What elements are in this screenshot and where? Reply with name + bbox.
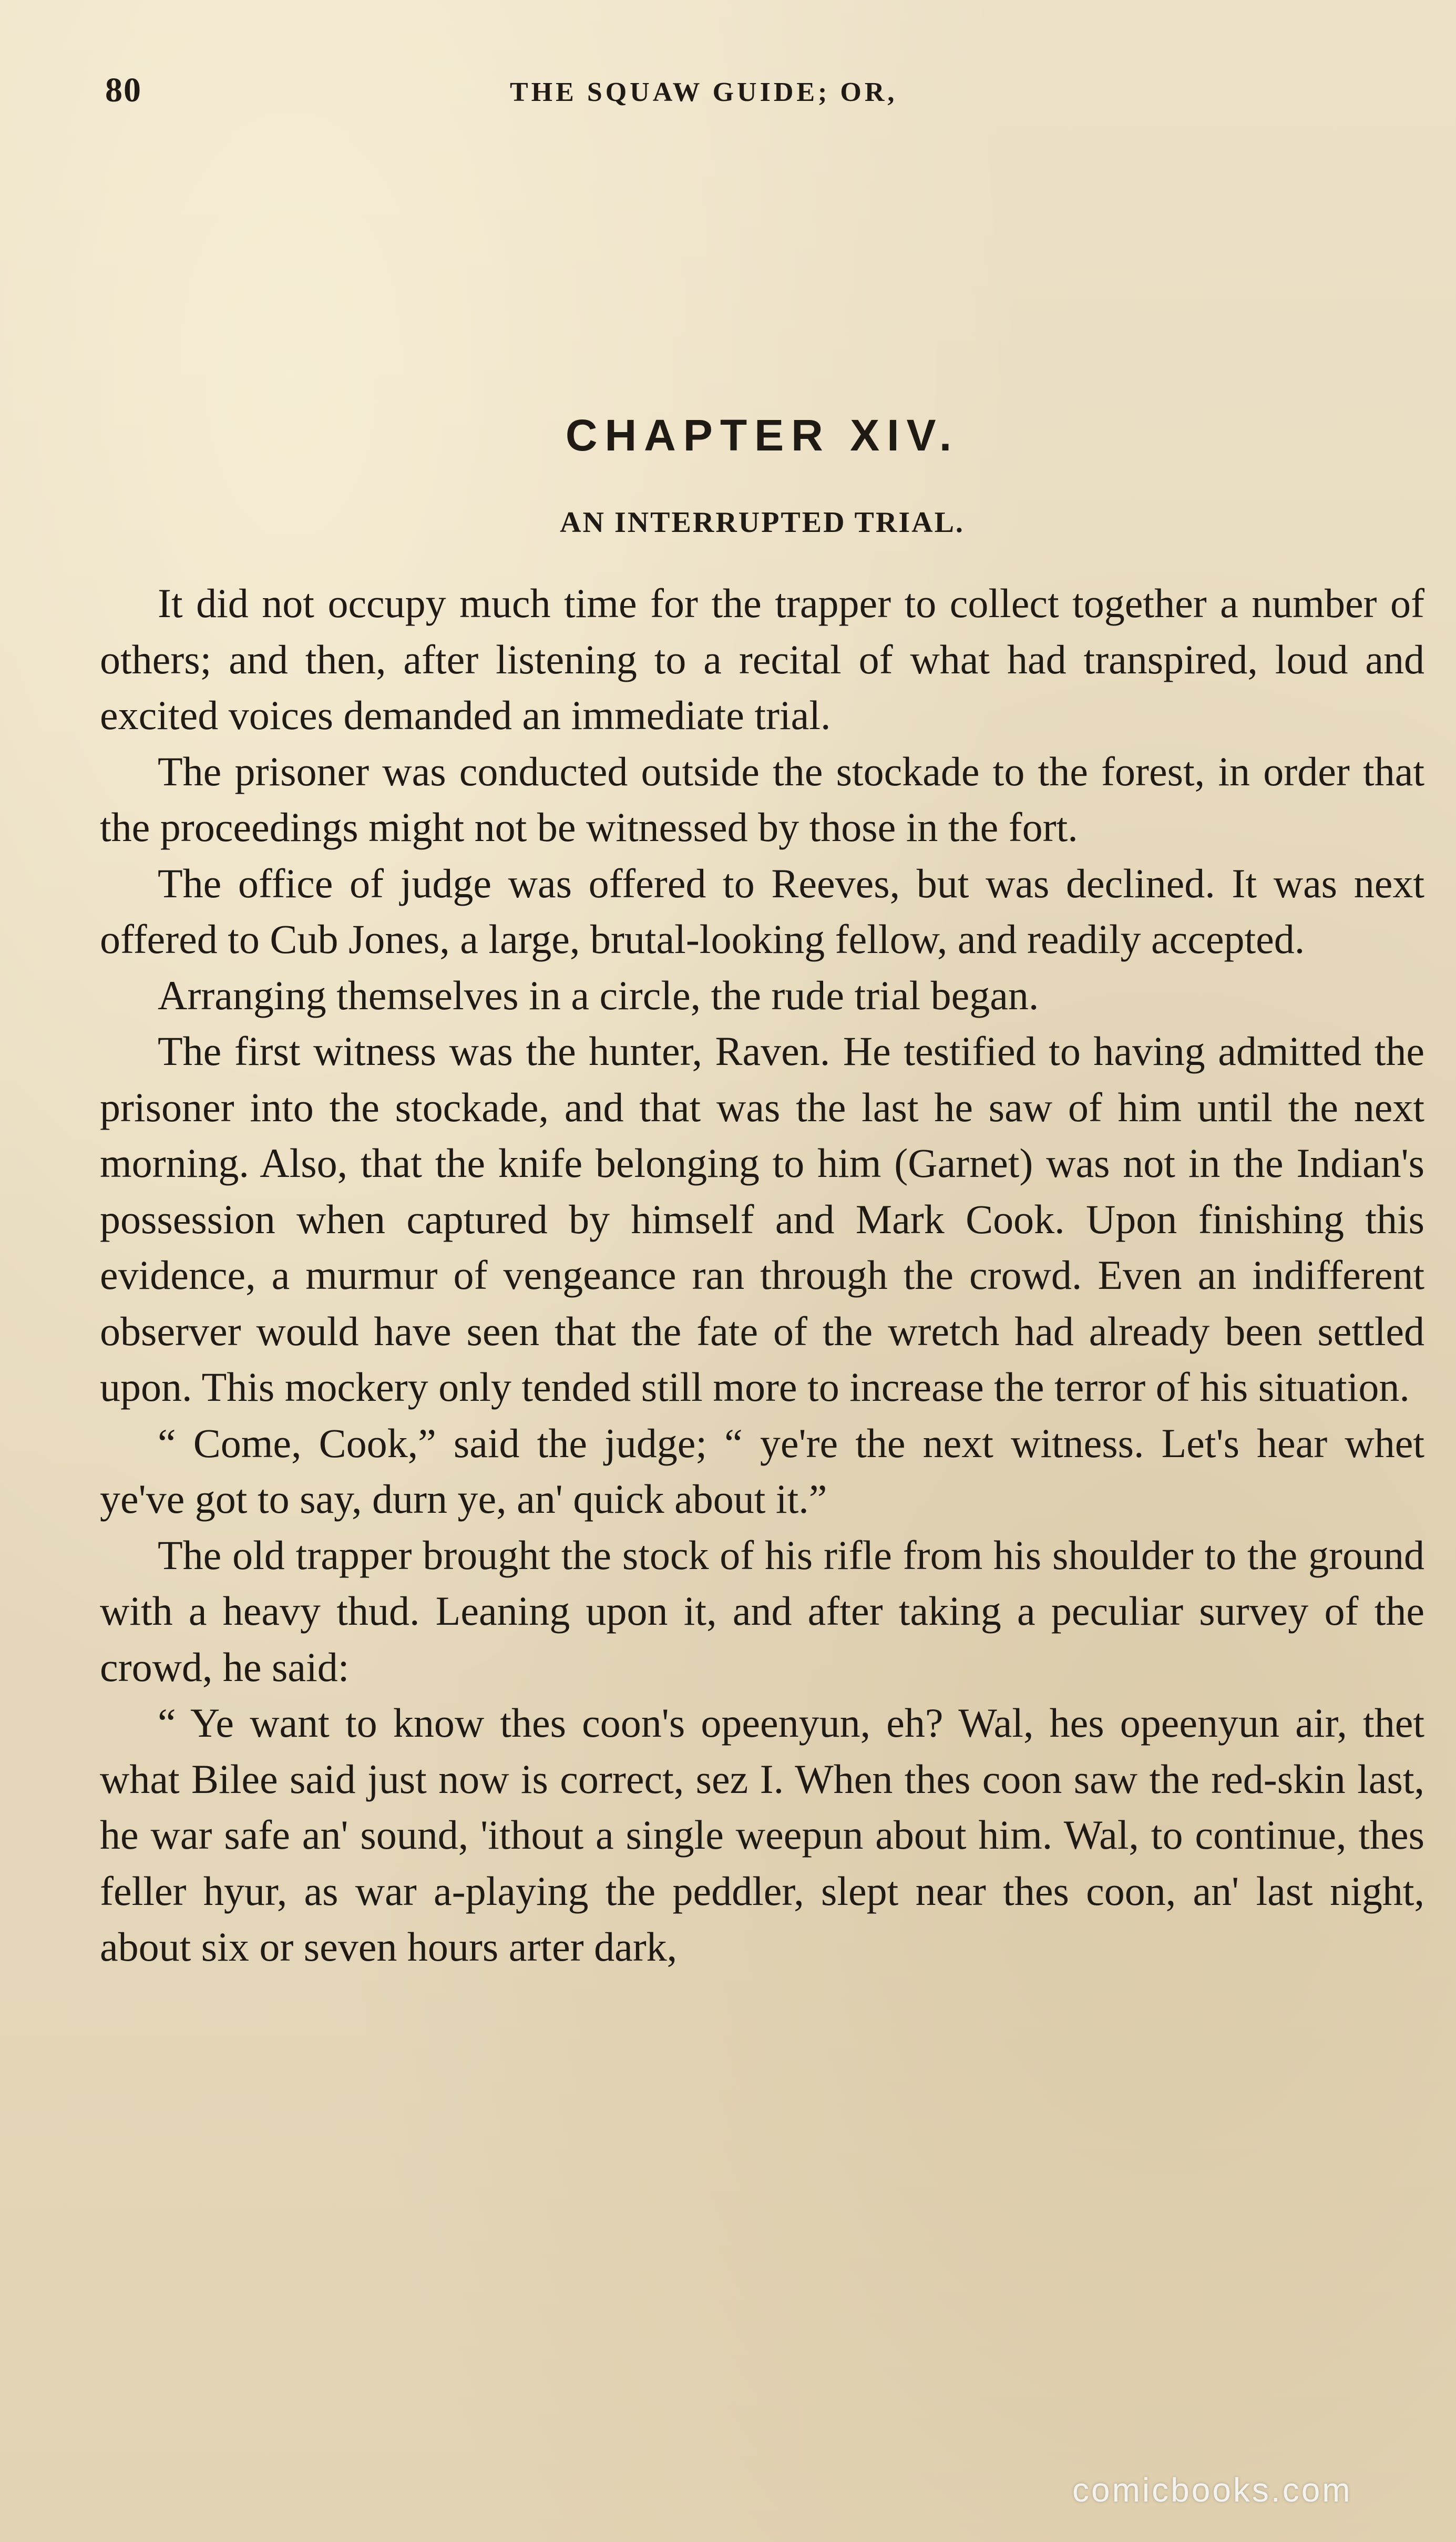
paragraph-3: The office of judge was offered to Reeves, but was declined. It was next offered to Cub Jones, a large, brutal-looking fellow, and readily accepted. — [100, 860, 1424, 962]
chapter-title: CHAPTER XIV. — [565, 411, 959, 460]
paragraph-2: The prisoner was conducted outside the stockade to the forest, in order that the proceedings might not be witnessed by those in the fort. — [100, 748, 1424, 850]
page-header — [100, 63, 1424, 126]
watermark-text: comicbooks.com — [1072, 2471, 1352, 2509]
paragraph-7: The old trapper brought the stock of his rifle from his shoulder to the ground with a heavy thud. Leaning upon it, and after taking a peculiar survey of the crowd, he said: — [100, 1532, 1424, 1690]
paragraph-4: Arranging themselves in a circle, the rude trial began. — [158, 972, 1039, 1018]
book-page — [100, 63, 1424, 2481]
paragraph-5: The first witness was the hunter, Raven. He testified to having admitted the prisoner into the stockade, and that was the last he saw of him until the next morning. Also, that the knife belonging to him (Garnet) was not in the Indian's possession when captured by himself and Mark Cook. Upon finishing this evidence, a murmur of vengeance ran through the crowd. Even an indifferent observer would have seen that the fate of the wretch had already been settled upon. This mockery only tended still more to increase the terror of his situation. — [100, 1028, 1424, 1410]
running-head: THE SQUAW GUIDE; OR, — [510, 77, 898, 107]
chapter-subtitle: AN INTERRUPTED TRIAL. — [560, 506, 965, 539]
paragraph-6: “ Come, Cook,” said the judge; “ ye're the next witness. Let's hear whet ye've got to say, durn ye, an' quick about it.” — [100, 1420, 1424, 1522]
paragraph-1: It did not occupy much time for the trapper to collect together a number of others; and then, after listening to a recital of what had transpired, loud and excited voices demanded an immediate trial. — [100, 580, 1424, 738]
paragraph-8: “ Ye want to know thes coon's opeenyun, eh? Wal, hes opeenyun air, thet what Bilee said just now is correct, sez I. When thes coon saw the red-skin last, he war safe an' sound, 'ithout a single weepun about him. Wal, to continue, thes feller hyur, as war a-playing the peddler, slept near thes coon, an' last night, about six or seven hours arter dark, — [100, 1700, 1424, 1970]
page-number: 80 — [105, 71, 142, 109]
body-text — [100, 576, 1424, 1975]
